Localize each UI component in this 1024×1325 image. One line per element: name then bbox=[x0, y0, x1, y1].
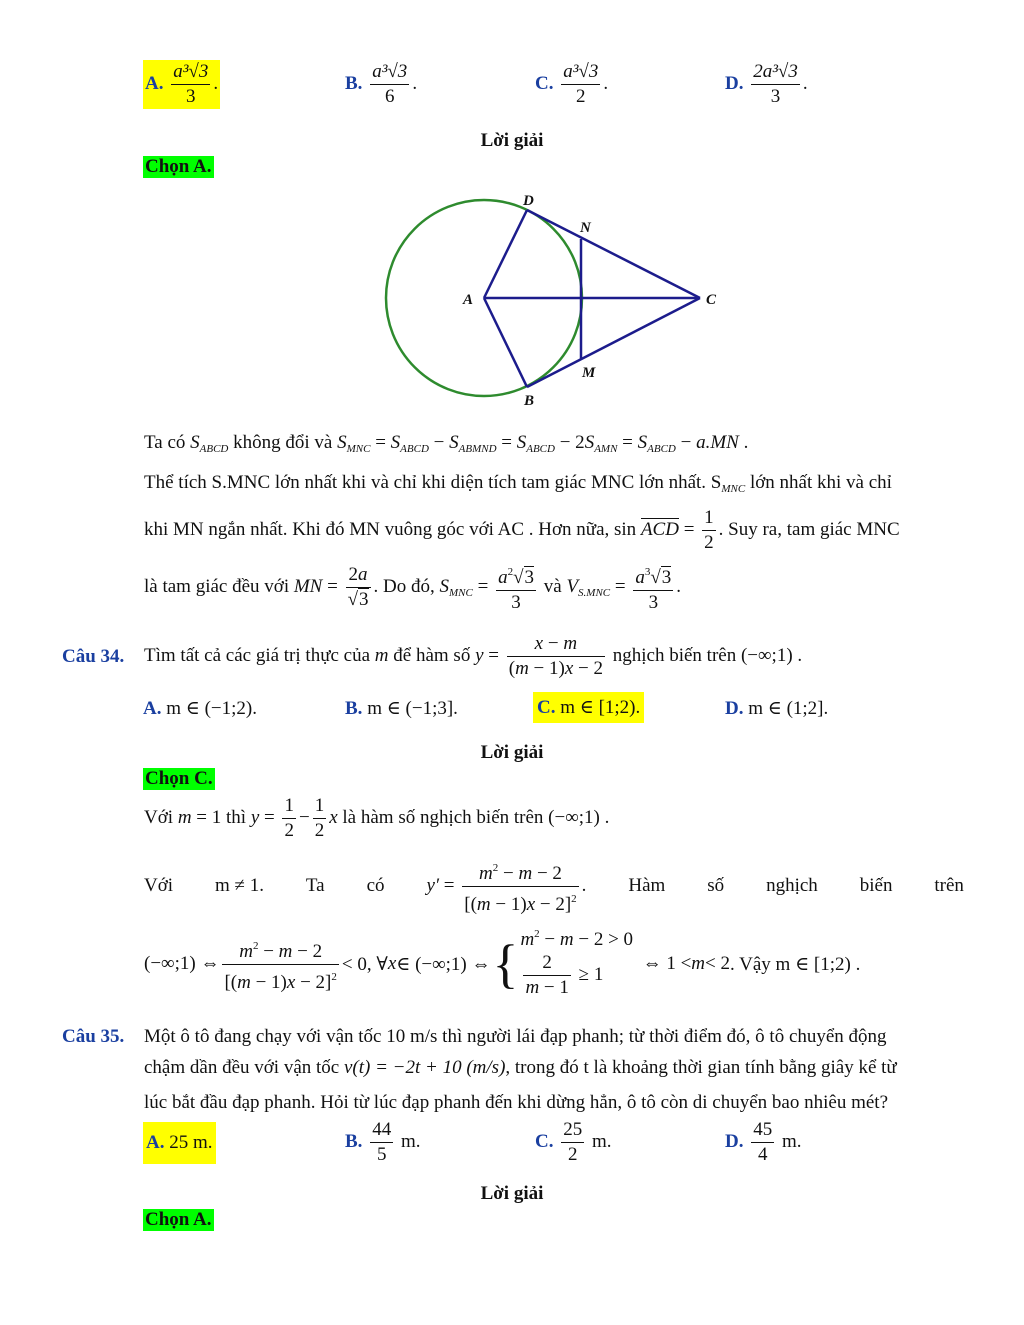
label-n: N bbox=[580, 220, 591, 236]
q35-line-2: chậm dần đều với vận tốc v(t) = −2t + 10 (m/s), trong đó t là khoảng thời gian tính bằng giây kể từ bbox=[144, 1057, 897, 1078]
q34-solution-line-2: Với m ≠ 1. Ta có y′ = $\frac{m^2 - m - 2}{[(m - 1)x - 2]^2}$ . Hàm số nghịch biến trên bbox=[144, 856, 964, 916]
q35-choice: Chọn A. bbox=[145, 1209, 212, 1230]
q34-solution-heading: Lời giải bbox=[480, 742, 544, 763]
segment-ab bbox=[484, 298, 527, 387]
q34-option-d[interactable]: D. m ∈ (1;2]. bbox=[725, 698, 829, 719]
q33-option-a-fraction: $\frac{\text{a³√3}}{3}$ bbox=[173, 61, 209, 107]
segment-dc bbox=[527, 210, 700, 298]
label-m: M bbox=[582, 365, 596, 381]
q33-figure bbox=[370, 188, 730, 413]
q33-option-d[interactable]: D. $\frac{\text{2a³√3}}{3}$ . bbox=[725, 61, 808, 107]
q33-line-2: Thể tích S.MNC lớn nhất khi và chỉ khi diện tích tam giác MNC lớn nhất. $S_{MNC}$ lớn nhất khi và chỉ bbox=[144, 472, 892, 495]
q33-solution-heading: Lời giải bbox=[480, 130, 544, 151]
q35-line-3: lúc bắt đầu đạp phanh. Hỏi từ lúc đạp phanh đến khi dừng hẳn, ô tô còn di chuyển bao nhiêu mét? bbox=[144, 1092, 888, 1113]
q34-option-a[interactable]: A. m ∈ (−1;2). bbox=[143, 698, 257, 719]
q33-line-1: Ta có $S_{ABCD}$ không đổi và $S_{MNC} = S_{ABCD} - S_{ABMND} = S_{ABCD} - 2S_{AMN} = S_{ABCD} - a.MN$ . bbox=[144, 432, 749, 455]
q35-solution-heading: Lời giải bbox=[480, 1183, 544, 1204]
q34-choice: Chọn C. bbox=[145, 768, 213, 789]
q35-line-1: Một ô tô đang chạy với vận tốc 10 m/s thì người lái đạp phanh; từ thời điểm đó, ô tô chuyển động bbox=[144, 1026, 887, 1047]
q33-option-b[interactable]: B. $\frac{\text{a³√3}}{6}$ . bbox=[345, 61, 418, 107]
q35-option-c[interactable]: C. $\frac{25}{2}$ m. bbox=[535, 1119, 612, 1165]
segment-bc bbox=[527, 298, 700, 387]
q34-option-c[interactable]: C. m ∈ [1;2). bbox=[533, 692, 644, 723]
q33-option-c[interactable]: C. $\frac{\text{a³√3}}{2}$ . bbox=[535, 61, 609, 107]
label-d: D bbox=[523, 193, 534, 209]
q35-option-b[interactable]: B. $\frac{44}{5}$ m. bbox=[345, 1119, 421, 1165]
q34-solution-line-3: (−∞;1) ⇔ $\frac{m^2 - m - 2}{[(m - 1)x - 2]^2}$ < 0, ∀ x ∈ (−∞;1) ⇔ { $m^2 - m - 2 > 0$ $\frac{2}{m - 1}$ ≥ 1 ⇔ 1 < m < 2 . Vậy m ∈ [1;2) . bbox=[144, 928, 861, 998]
label-b: B bbox=[524, 393, 535, 409]
q33-line-3: khi MN ngắn nhất. Khi đó MN vuông góc với AC . Hơn nữa, sin ACD = $\frac{1}{2}$ . Suy ra, tam giác MNC bbox=[144, 507, 900, 553]
q34-option-b[interactable]: B. m ∈ (−1;3]. bbox=[345, 698, 458, 719]
label-c: C bbox=[706, 292, 717, 308]
q33-option-a[interactable]: A. $\frac{\text{a³√3}}{3}$ . bbox=[145, 61, 219, 107]
q33-choice: Chọn A. bbox=[145, 156, 212, 177]
q33-line-4: là tam giác đều với MN = $\frac{2a}{√3}$ . Do đó, $S_{MNC}$ = $\frac{a^2√3}{3}$ và $V_{S.MNC}$ = $\frac{a^3√3}{3}$ . bbox=[144, 560, 964, 615]
q34-label: Câu 34. bbox=[62, 646, 125, 667]
q34-question: Tìm tất cả các giá trị thực của m để hàm số y = $\frac{x - m}{(m - 1)x - 2}$ nghịch biến trên (−∞;1) . bbox=[144, 633, 803, 679]
q35-label: Câu 35. bbox=[62, 1026, 125, 1047]
segment-ad bbox=[484, 210, 527, 298]
q34-solution-line-1: Với m = 1 thì y = $\frac{1}{2}$ − $\frac{1}{2}$ x là hàm số nghịch biến trên (−∞;1) . bbox=[144, 795, 610, 841]
label-a: A bbox=[463, 292, 474, 308]
q35-option-d[interactable]: D. $\frac{45}{4}$ m. bbox=[725, 1119, 802, 1165]
q35-option-a[interactable]: A. 25 m. bbox=[143, 1122, 216, 1164]
